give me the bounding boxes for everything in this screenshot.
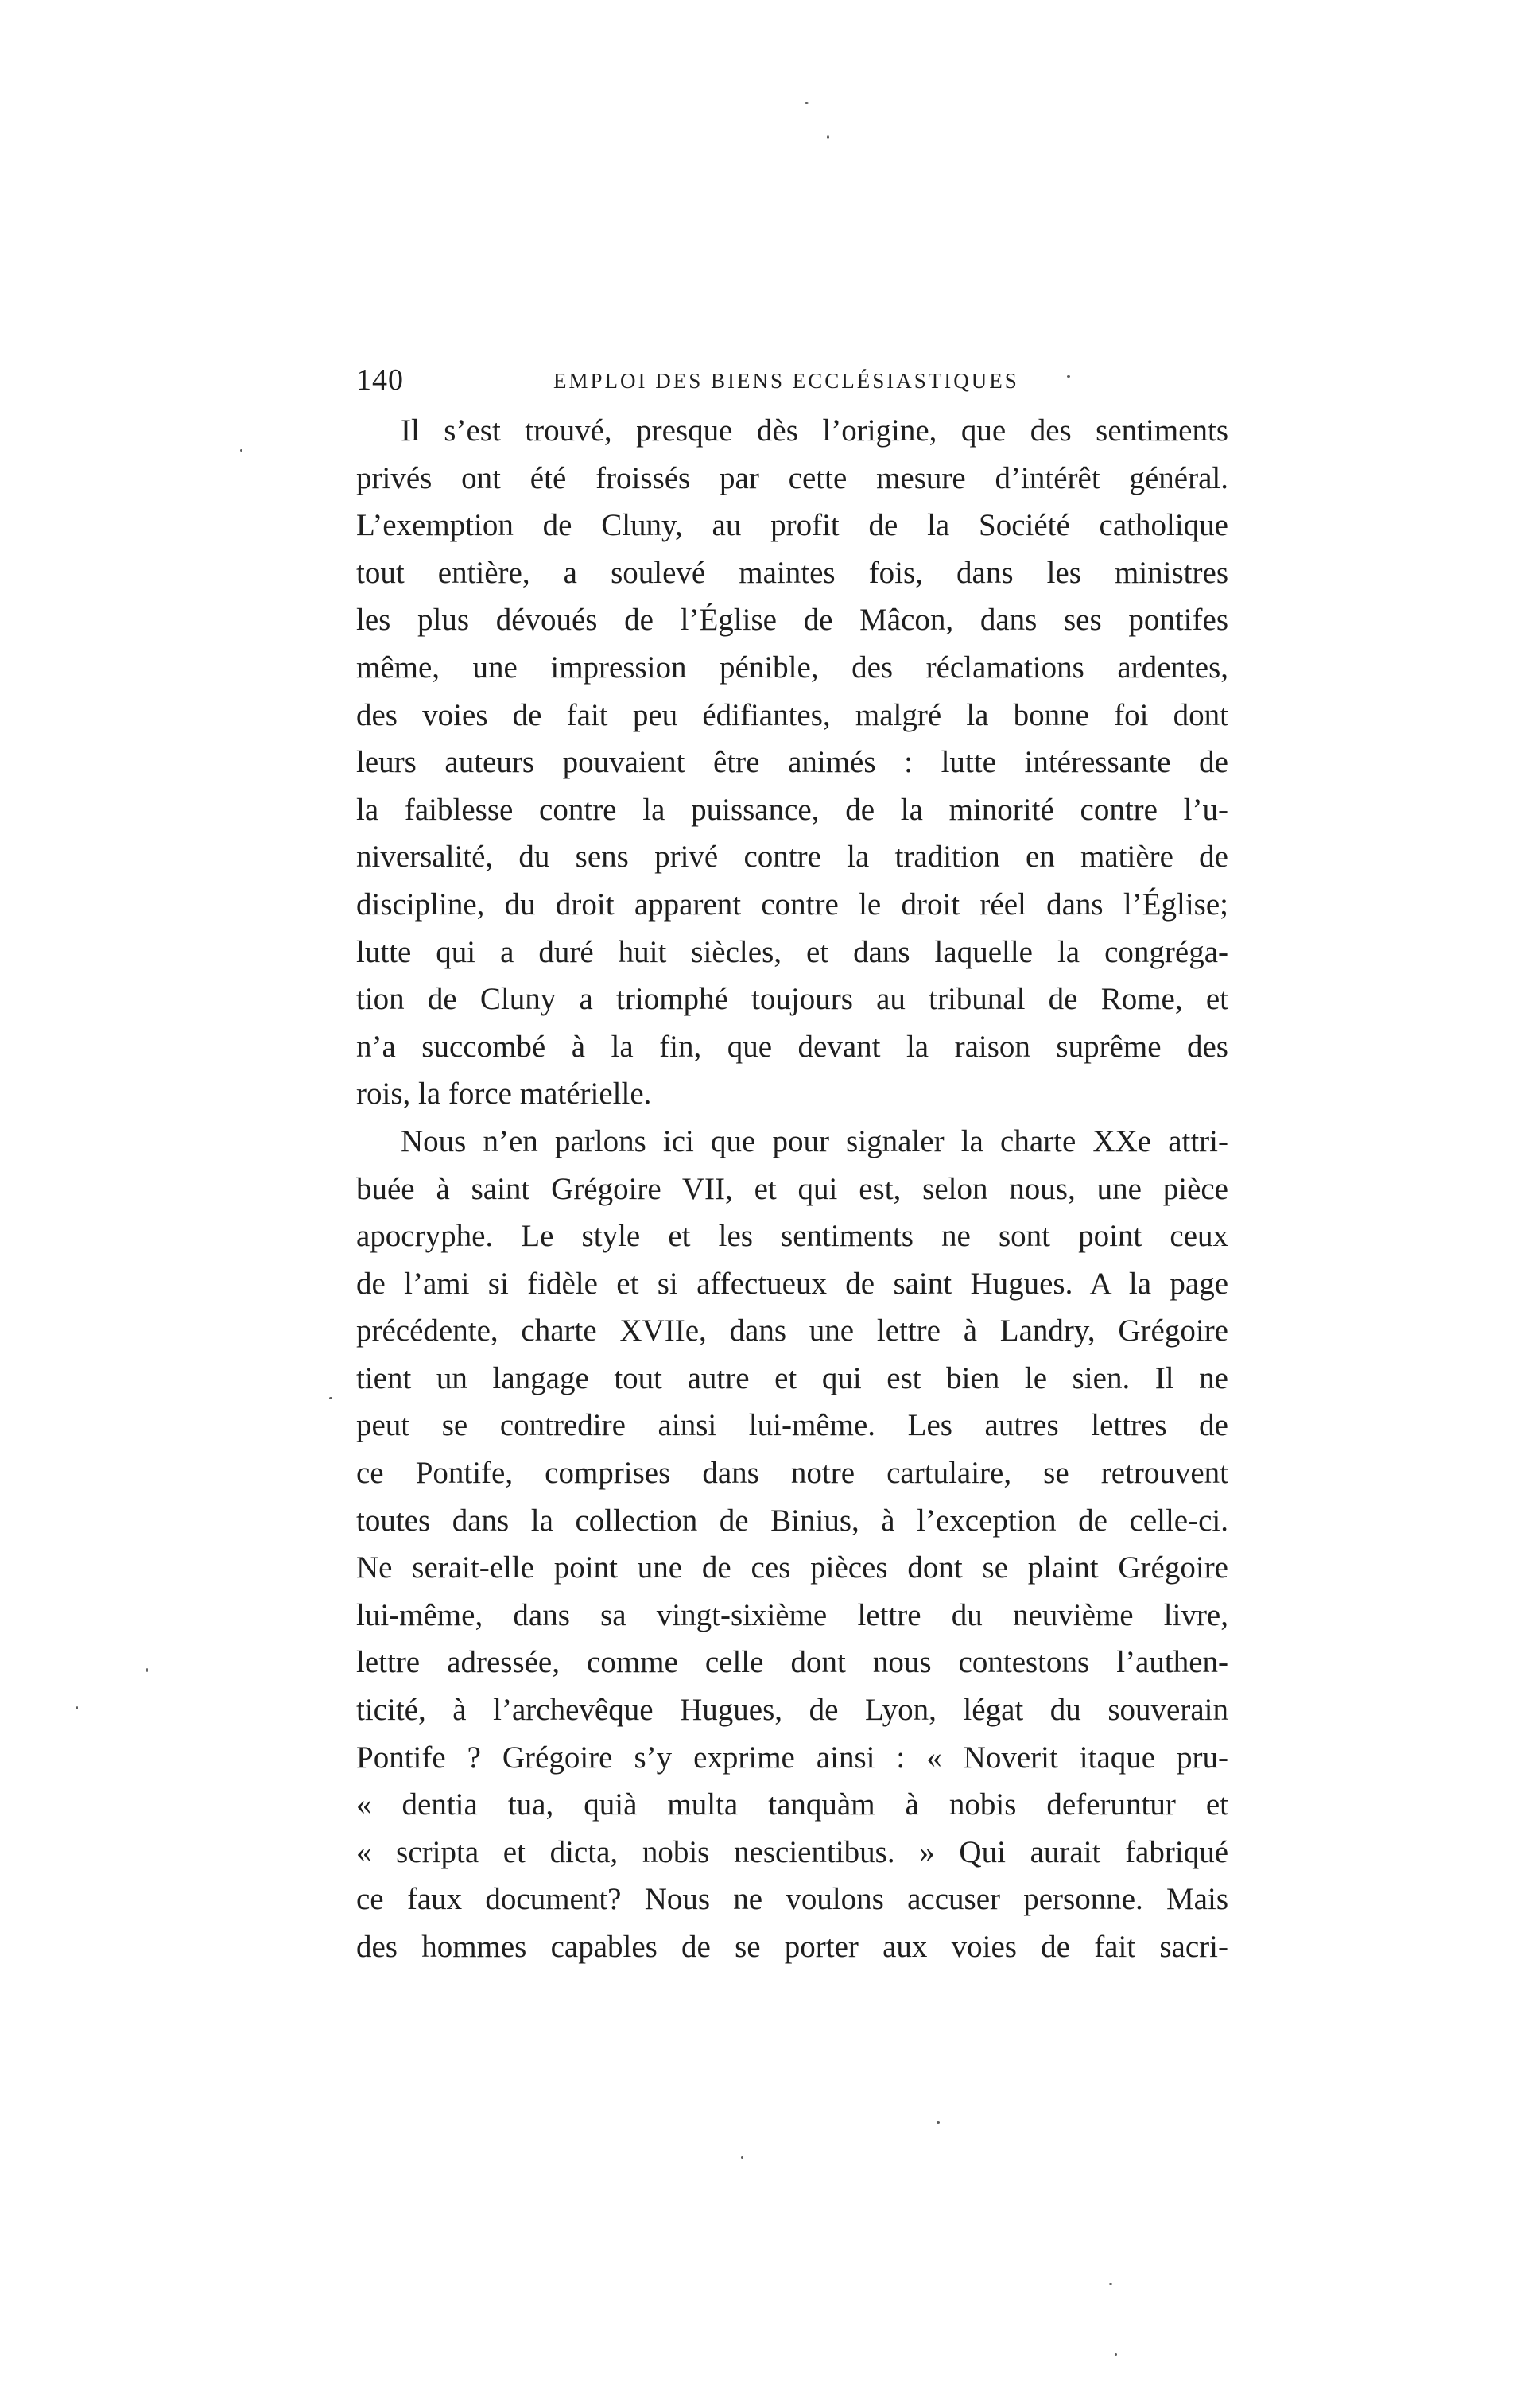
- scan-speck: [1115, 2353, 1117, 2356]
- scan-speck: [827, 135, 829, 139]
- text-line: les plus dévoués de l’Église de Mâcon, dans ses pontifes: [356, 603, 1228, 638]
- text-line: la faiblesse contre la puissance, de la minorité contre l’u-: [356, 792, 1228, 827]
- text-line: apocryphe. Le style et les sentiments ne sont point ceux: [356, 1219, 1228, 1254]
- scan-speck: [146, 1668, 148, 1672]
- running-title: EMPLOI DES BIENS ECCLÉSIASTIQUES: [553, 369, 1019, 393]
- text-line: lutte qui a duré huit siècles, et dans laquelle la congréga-: [356, 934, 1228, 969]
- text-line: n’a succombé à la fin, que devant la raison suprême des: [356, 1029, 1228, 1064]
- page-number: 140: [356, 363, 404, 397]
- scan-speck: [240, 449, 242, 452]
- text-line: privés ont été froissés par cette mesure d’intérêt général.: [356, 460, 1228, 495]
- text-line: discipline, du droit apparent contre le droit réel dans l’Église;: [356, 887, 1228, 922]
- text-line: lui-même, dans sa vingt-sixième lettre du neuvième livre,: [356, 1597, 1228, 1632]
- scan-speck: [937, 2121, 940, 2124]
- scan-speck: [805, 102, 809, 104]
- text-line: des hommes capables de se porter aux voies de fait sacri-: [356, 1930, 1228, 1964]
- text-line: même, une impression pénible, des réclamations ardentes,: [356, 650, 1228, 685]
- text-line: buée à saint Grégoire VII, et qui est, selon nous, une pièce: [356, 1171, 1228, 1206]
- page-header: [356, 356, 1231, 404]
- text-line: tion de Cluny a triomphé toujours au tribunal de Rome, et: [356, 982, 1228, 1017]
- text-line: rois, la force matérielle.: [356, 1077, 652, 1112]
- text-line: leurs auteurs pouvaient être animés : lutte intéressante de: [356, 745, 1228, 780]
- text-line: ce Pontife, comprises dans notre cartulaire, se retrouvent: [356, 1456, 1228, 1491]
- body-text: [356, 407, 1228, 1971]
- text-line: précédente, charte XVIIe, dans une lettre à Landry, Grégoire: [356, 1313, 1228, 1348]
- text-line: « dentia tua, quià multa tanquàm à nobis deferuntur et: [356, 1787, 1228, 1822]
- text-line: Pontife ? Grégoire s’y exprime ainsi : « Noverit itaque pru-: [356, 1740, 1228, 1775]
- text-line: ce faux document? Nous ne voulons accuser personne. Mais: [356, 1882, 1228, 1917]
- text-line: tient un langage tout autre et qui est bien le sien. Il ne: [356, 1360, 1228, 1395]
- text-line: Ne serait-elle point une de ces pièces dont se plaint Grégoire: [356, 1550, 1228, 1585]
- text-line: niversalité, du sens privé contre la tradition en matière de: [356, 840, 1228, 875]
- text-line: ticité, à l’archevêque Hugues, de Lyon, légat du souverain: [356, 1693, 1228, 1728]
- text-line: Nous n’en parlons ici que pour signaler la charte XXe attri-: [401, 1123, 1228, 1158]
- scan-speck: [1109, 2283, 1112, 2285]
- text-line: lettre adressée, comme celle dont nous contestons l’authen-: [356, 1645, 1228, 1680]
- text-line: de l’ami si fidèle et si affectueux de saint Hugues. A la page: [356, 1266, 1228, 1301]
- scan-speck: [76, 1706, 78, 1709]
- scan-speck: [329, 1397, 332, 1399]
- text-line: peut se contredire ainsi lui-même. Les autres lettres de: [356, 1408, 1228, 1443]
- text-line: Il s’est trouvé, presque dès l’origine, que des sentiments: [401, 413, 1228, 448]
- text-line: L’exemption de Cluny, au profit de la Société catholique: [356, 508, 1228, 543]
- scan-speck: [741, 2156, 743, 2159]
- text-line: des voies de fait peu édifiantes, malgré la bonne foi dont: [356, 697, 1228, 732]
- scan-speck: [1067, 375, 1070, 378]
- text-line: « scripta et dicta, nobis nescientibus. » Qui aurait fabriqué: [356, 1834, 1228, 1869]
- text-line: tout entière, a soulevé maintes fois, dans les ministres: [356, 555, 1228, 590]
- text-line: toutes dans la collection de Binius, à l’exception de celle-ci.: [356, 1503, 1228, 1538]
